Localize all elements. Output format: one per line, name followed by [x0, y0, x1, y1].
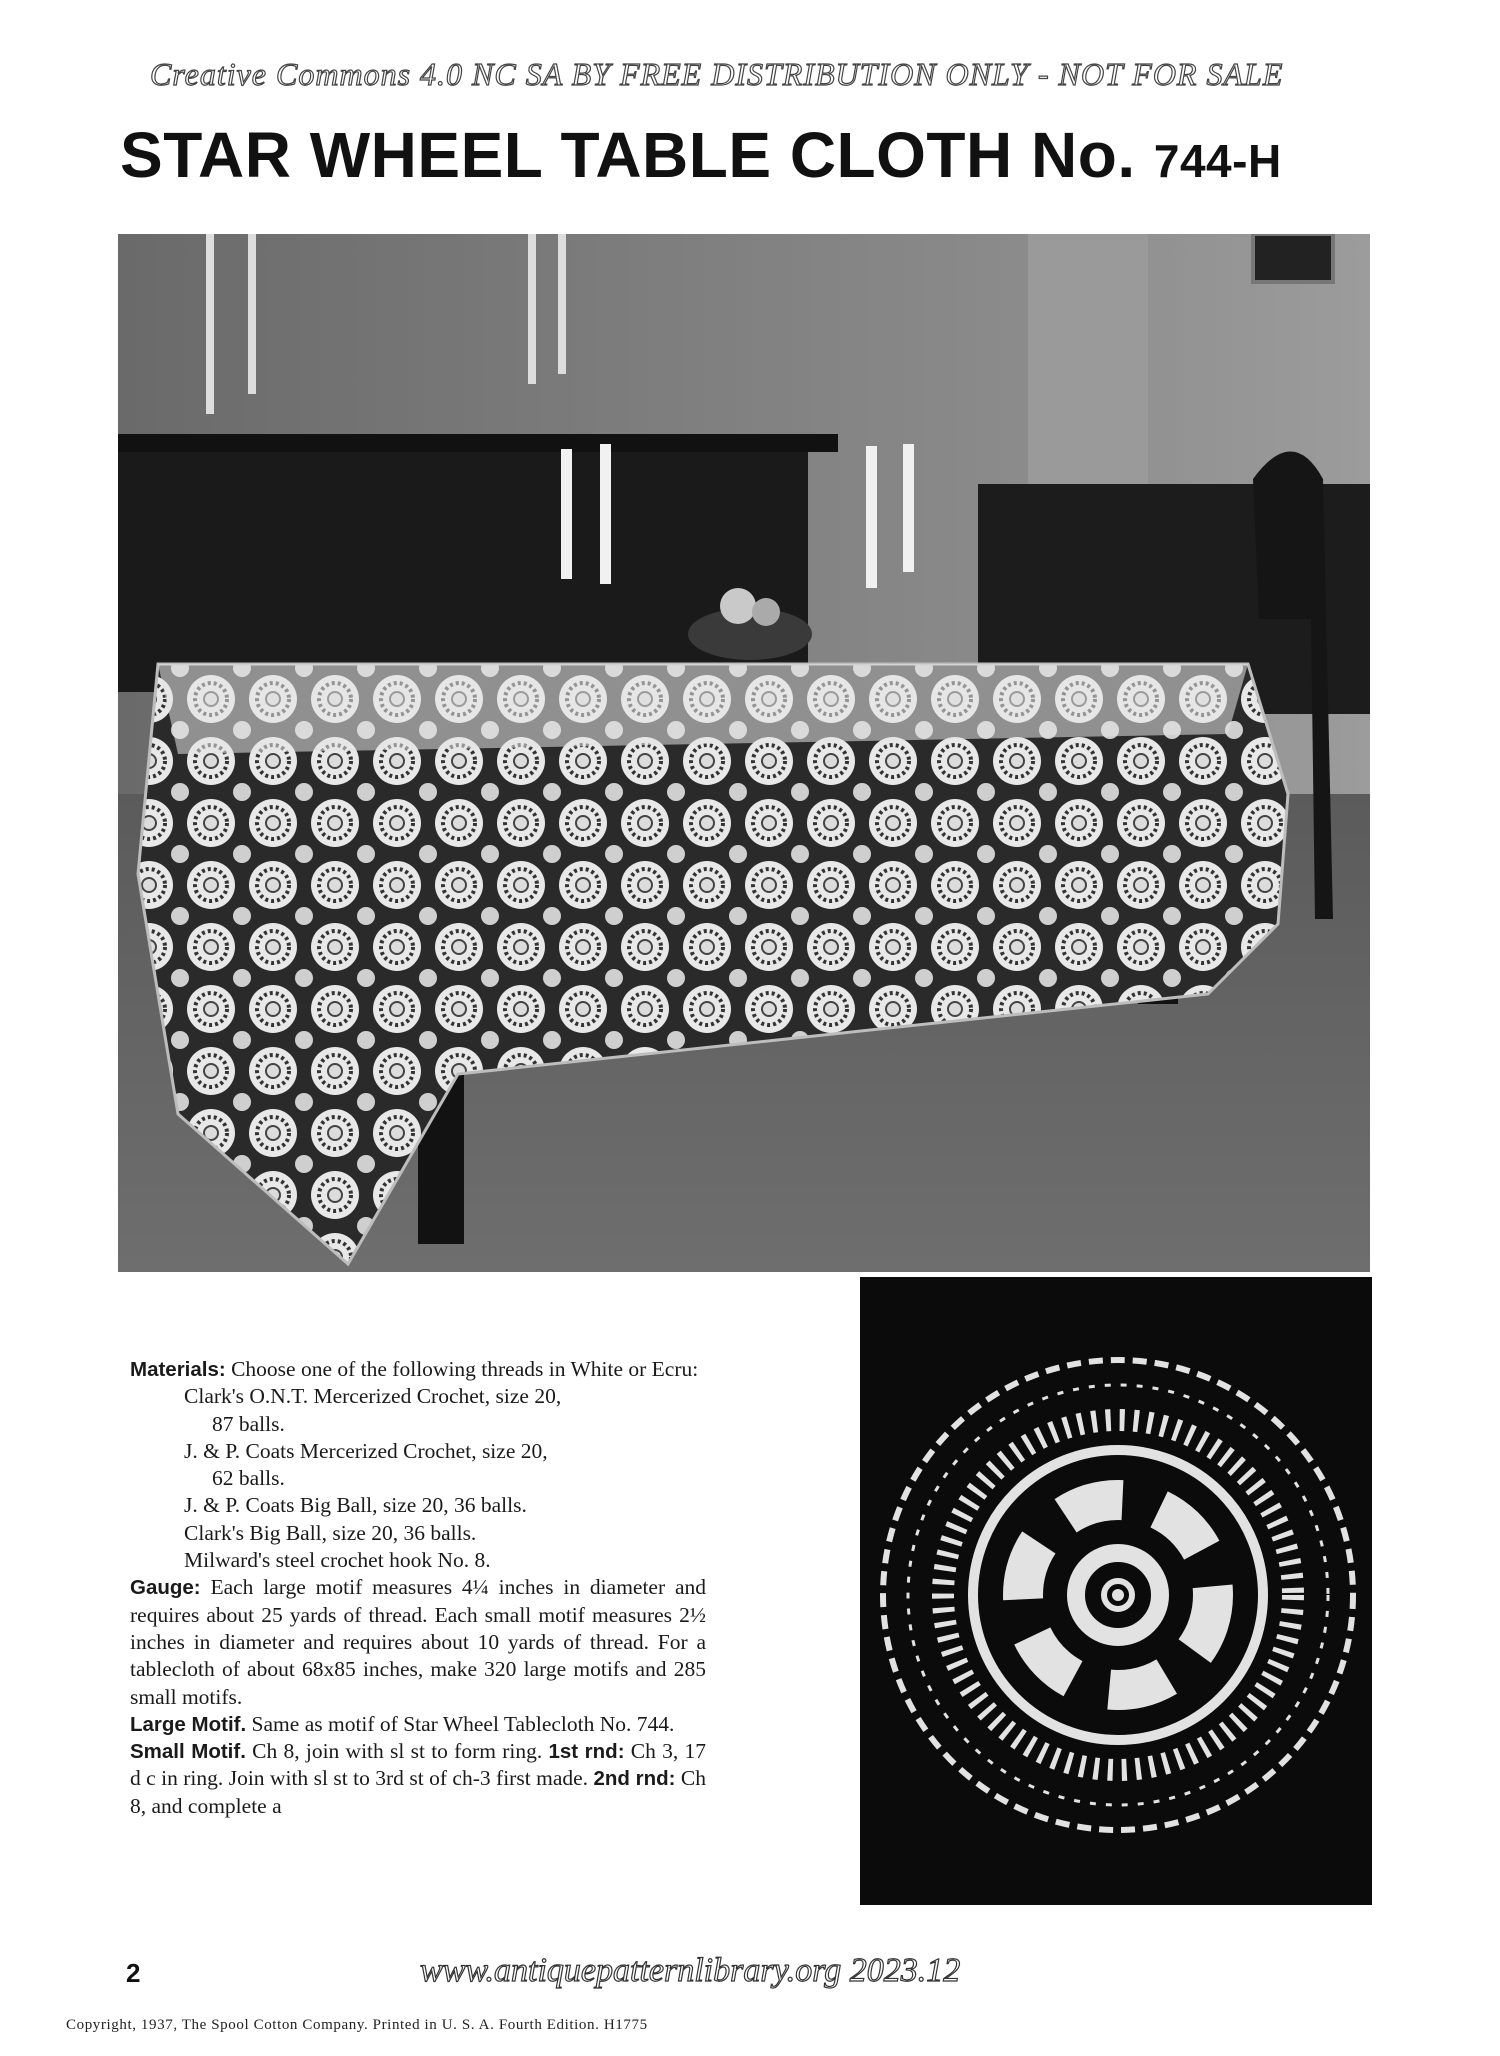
- thread-option: J. & P. Coats Big Ball, size 20, 36 balls.: [184, 1493, 527, 1518]
- round-2-text: Ch 8, and complete a: [130, 1766, 707, 1818]
- watermark-bottom: www.antiquepatternlibrary.org 2023.12: [420, 1952, 961, 1989]
- watermark-top: Creative Commons 4.0 NC SA BY FREE DISTRIBUTION ONLY - NOT FOR SALE: [150, 56, 1284, 92]
- instructions-text: [130, 1356, 706, 1820]
- page-number: 2: [126, 1958, 141, 1988]
- gauge-text: Each large motif measures 4¼ inches in diameter and requires about 25 yards of thread. Each small motif measures 2½ inches in diameter and requires about 10 yards of thread. For a tablecloth of about 68x85 inches, make 320 large motifs and 285 small motifs.: [130, 1575, 707, 1709]
- pattern-number: 744-H: [1153, 135, 1282, 187]
- large-motif-text: Same as motif of Star Wheel Tablecloth No. 744.: [251, 1711, 675, 1736]
- small-motif-label: Small Motif.: [130, 1740, 246, 1764]
- round-1-text: Ch 3, 17 d c in ring. Join with sl st to 3rd st of ch-3 first made.: [130, 1739, 706, 1791]
- hook-spec: Milward's steel crochet hook No. 8.: [184, 1548, 491, 1573]
- thread-option: Clark's O.N.T. Mercerized Crochet, size 20,: [184, 1384, 562, 1409]
- motif-detail-photo: [860, 1277, 1372, 1905]
- round-1-label: 1st rnd:: [548, 1740, 625, 1764]
- copyright-line: Copyright, 1937, The Spool Cotton Company. Printed in U. S. A. Fourth Edition. H1775: [66, 2017, 648, 2033]
- thread-option: Clark's Big Ball, size 20, 36 balls.: [184, 1520, 477, 1545]
- thread-qty: 62 balls.: [212, 1466, 285, 1491]
- title-text: STAR WHEEL TABLE CLOTH No.: [120, 119, 1136, 191]
- materials-label: Materials:: [130, 1358, 226, 1381]
- large-motif-label: Large Motif.: [130, 1712, 247, 1736]
- round-2-label: 2nd rnd:: [593, 1767, 676, 1791]
- thread-option: J. & P. Coats Mercerized Crochet, size 20,: [184, 1438, 548, 1463]
- small-motif-text: Ch 8, join with sl st to form ring.: [252, 1739, 543, 1764]
- materials-intro: Choose one of the following threads in White or Ecru:: [231, 1357, 699, 1381]
- thread-qty: 87 balls.: [212, 1411, 285, 1436]
- page-title: [120, 118, 1282, 192]
- tablecloth-photo: [118, 234, 1370, 1272]
- gauge-label: Gauge:: [130, 1576, 201, 1600]
